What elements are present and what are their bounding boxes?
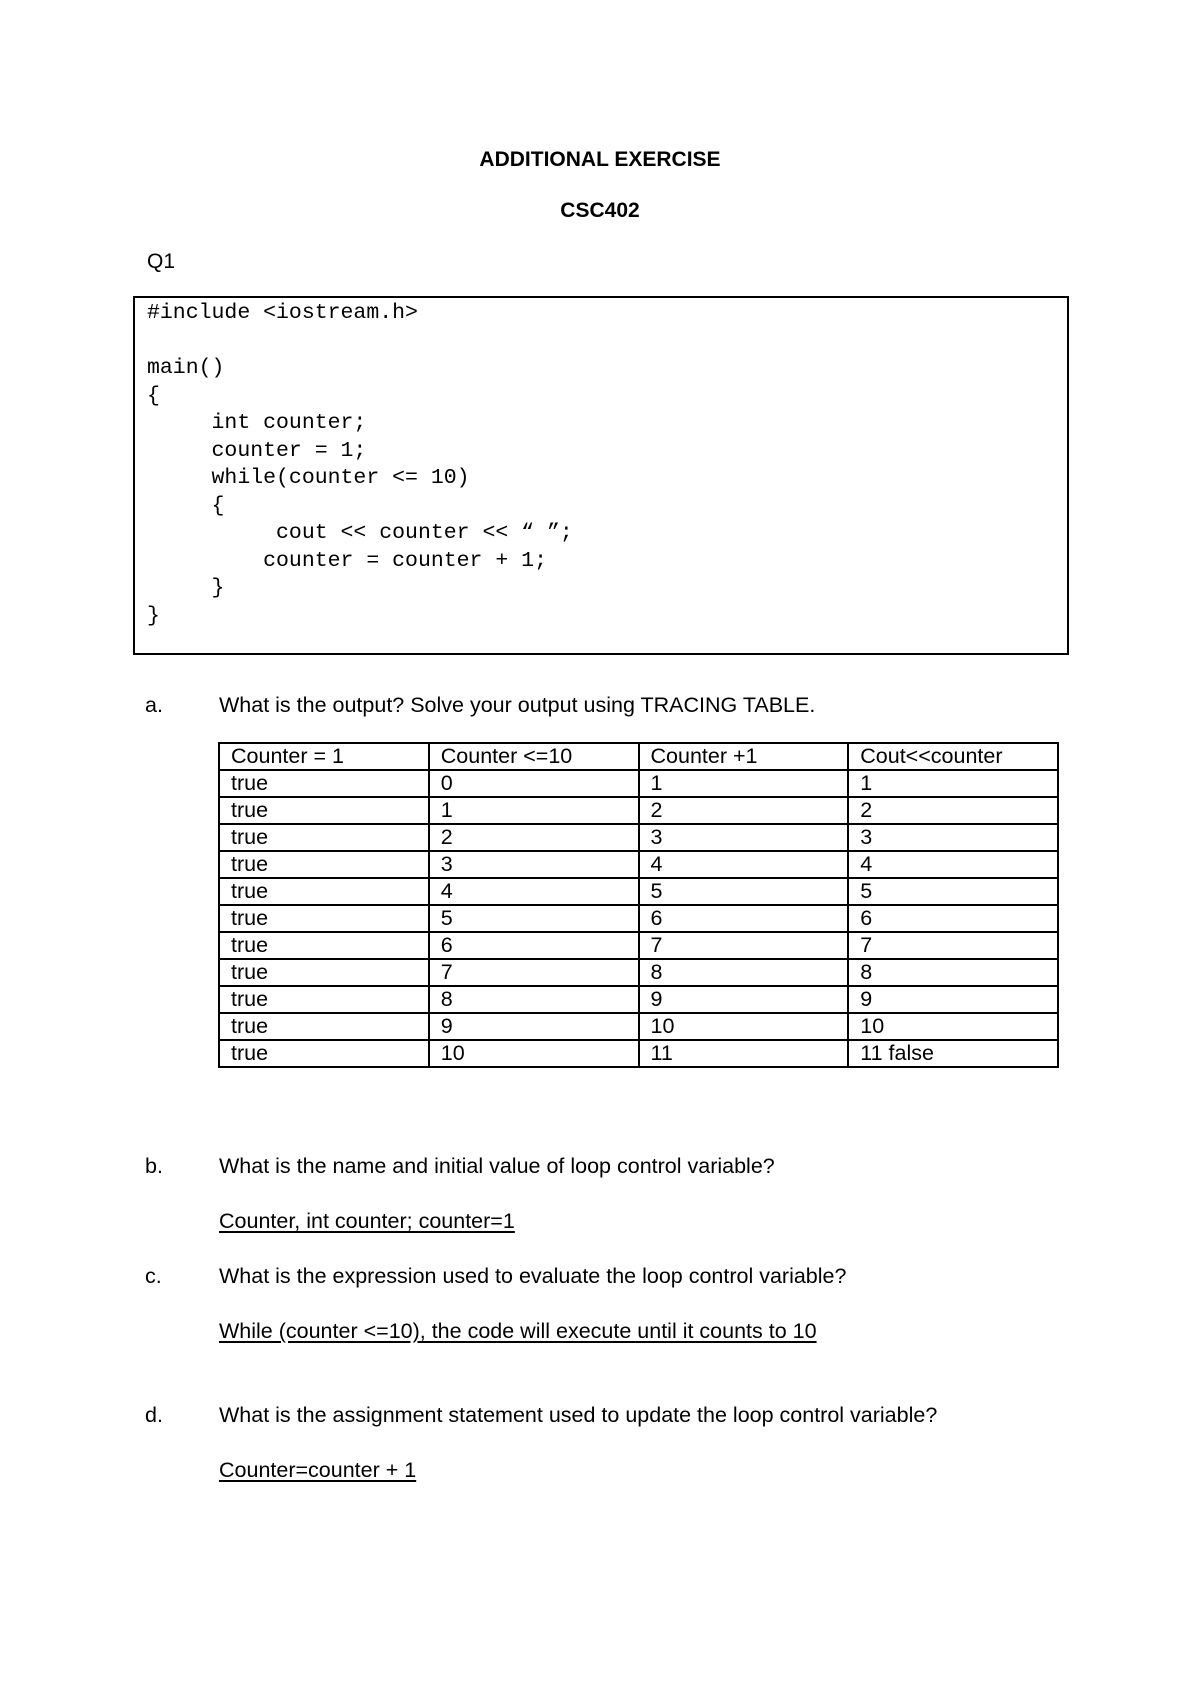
table-row (219, 770, 1058, 797)
table-cell: 0 (429, 770, 639, 797)
question-text: What is the expression used to evaluate the loop control variable? (219, 1264, 847, 1288)
table-cell: 11 (639, 1040, 849, 1067)
code-line: while(counter <= 10) (147, 466, 470, 490)
table-cell: 3 (848, 824, 1058, 851)
table-cell: 3 (429, 851, 639, 878)
table-cell: 2 (639, 797, 849, 824)
table-cell: 8 (639, 959, 849, 986)
question-text: What is the output? Solve your output using TRACING TABLE. (219, 693, 816, 717)
table-row (219, 824, 1058, 851)
table-cell: 9 (429, 1013, 639, 1040)
code-block (147, 300, 573, 630)
question-label: Q1 (147, 250, 176, 273)
table-cell: true (219, 959, 429, 986)
column-header: Counter = 1 (219, 743, 429, 770)
table-cell: 4 (429, 878, 639, 905)
table-cell: 9 (848, 986, 1058, 1013)
table-cell: 4 (848, 851, 1058, 878)
table-row (219, 797, 1058, 824)
table-cell: 6 (848, 905, 1058, 932)
column-header: Cout<<counter (848, 743, 1058, 770)
code-line: cout << counter << “ ”; (147, 521, 573, 545)
table-cell: 10 (639, 1013, 849, 1040)
table-cell: true (219, 797, 429, 824)
table-cell: 7 (639, 932, 849, 959)
question-letter: a. (145, 693, 163, 717)
code-line: } (147, 576, 225, 600)
code-line: int counter; (147, 411, 367, 435)
table-cell: true (219, 824, 429, 851)
table-cell: 8 (429, 986, 639, 1013)
table-cell: true (219, 905, 429, 932)
table-cell: 5 (429, 905, 639, 932)
table-row (219, 1040, 1058, 1067)
code-line: { (147, 383, 160, 408)
column-header: Counter +1 (639, 743, 849, 770)
table-cell: 6 (639, 905, 849, 932)
table-cell: true (219, 851, 429, 878)
table-cell: 3 (639, 824, 849, 851)
code-line: #include <iostream.h> (147, 301, 418, 325)
table-cell: 1 (429, 797, 639, 824)
answer-d: Counter=counter + 1 (219, 1458, 417, 1482)
table-header-row (219, 743, 1058, 770)
table-row (219, 959, 1058, 986)
table-cell: 5 (848, 878, 1058, 905)
table-cell: 6 (429, 932, 639, 959)
question-text: What is the assignment statement used to update the loop control variable? (219, 1403, 938, 1427)
table-cell: true (219, 770, 429, 797)
table-row (219, 851, 1058, 878)
table-cell: 5 (639, 878, 849, 905)
table-cell: true (219, 932, 429, 959)
code-line: } (147, 603, 160, 628)
table-cell: 7 (429, 959, 639, 986)
code-line: { (147, 493, 225, 518)
question-letter: c. (145, 1264, 162, 1288)
table-row (219, 932, 1058, 959)
table-cell: 10 (429, 1040, 639, 1067)
question-text: What is the name and initial value of loop control variable? (219, 1154, 775, 1178)
document-title: ADDITIONAL EXERCISE (479, 148, 721, 171)
table-cell: 9 (639, 986, 849, 1013)
table-cell: 10 (848, 1013, 1058, 1040)
answer-c: While (counter <=10), the code will execute until it counts to 10 (219, 1319, 817, 1343)
table-row (219, 986, 1058, 1013)
code-line (147, 328, 573, 356)
table-cell: 11 false (848, 1040, 1058, 1067)
code-line: counter = counter + 1; (147, 548, 547, 573)
table-row (219, 1013, 1058, 1040)
code-box (133, 296, 1069, 655)
table-cell: 4 (639, 851, 849, 878)
table-cell: true (219, 1040, 429, 1067)
table-cell: 8 (848, 959, 1058, 986)
question-letter: b. (145, 1154, 163, 1178)
table-cell: true (219, 1013, 429, 1040)
table-cell: 7 (848, 932, 1058, 959)
answer-b: Counter, int counter; counter=1 (219, 1209, 515, 1233)
table-cell: 2 (429, 824, 639, 851)
question-letter: d. (145, 1403, 163, 1427)
course-code: CSC402 (560, 199, 640, 222)
code-line: counter = 1; (147, 438, 367, 463)
table-cell: true (219, 878, 429, 905)
code-line: main() (147, 356, 225, 380)
table-cell: 1 (848, 770, 1058, 797)
tracing-table (218, 742, 1059, 1068)
table-cell: true (219, 986, 429, 1013)
table-row (219, 878, 1058, 905)
column-header: Counter <=10 (429, 743, 639, 770)
table-cell: 2 (848, 797, 1058, 824)
table-cell: 1 (639, 770, 849, 797)
table-row (219, 905, 1058, 932)
